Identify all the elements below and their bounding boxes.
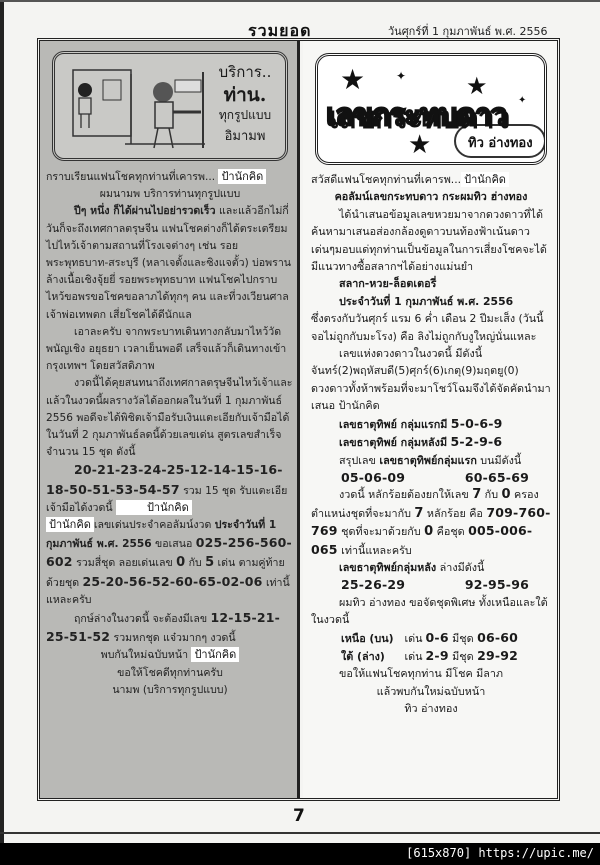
overlay-tag: ป้านักคิด: [338, 399, 380, 413]
top-sets: [311, 469, 551, 486]
number-set-note: เท่านี้แหละครับ: [46, 576, 290, 606]
paragraph: [46, 203, 294, 323]
closing-line: ขอให้โชคดีทุกท่านครับ: [117, 666, 223, 679]
overlay-tag: ป้านักคิด: [218, 169, 266, 184]
cartoon-title-line-1: บริการ..: [218, 63, 272, 81]
special-sets: 06-60: [477, 629, 519, 645]
star-icon: ★: [340, 63, 366, 96]
lucky-block: [46, 517, 294, 609]
special-intro: ผมทิว อ่างทอง ขอจัดชุดพิเศษ ทั้งเหนือและใต้ ในงวดนี้: [311, 595, 548, 627]
group-digits: 5-0-6-9: [450, 415, 503, 431]
number-block: [46, 461, 294, 517]
number-set: 92-95-96: [464, 577, 529, 593]
closing-text: พบกันใหม่ฉบับหน้า: [100, 649, 189, 662]
stars-list: จันทร์(2)พฤหัสบดี(5)ศุกร์(6)เกตุ(9)มฤตยู(0): [311, 364, 519, 378]
special-mid: มีชุด: [452, 649, 474, 663]
stars-note-text: ดวงดาวทั้งห้าพร้อมที่จะมาโชว์โฉมจึงได้จัดคัดนำมาเสนอ: [311, 381, 551, 413]
lower-group-bold: เลขธาตุทิพย์กลุ่มหลัง: [339, 560, 437, 574]
paragraph: งวดนี้ได้คุยสนทนาถึงเทศกาลตรุษจีนไหว้เจ้าและแล้วในงวดนี้ผลรางวัลได้ออกผลในวันที่ 1 กุมภาพันธ์ 2556 พอดีจะได้พิชิตเจ้ามือรับเงินแตะเอียกับเจ้ามือได้ในวันที่ 2 กุมภาพันธ์ลดนี้ด้วยเลขเด่น สูตรเลขสำเร็จ จำนวน 15 ชุด ดังนี้: [46, 377, 293, 459]
greeting-text: สวัสดีแฟนโชคทุกท่านที่เคารพ...: [311, 173, 462, 186]
author-signature: ทิว อ่างทอง: [404, 702, 458, 716]
join-word: กับ: [188, 557, 202, 570]
float-digit: 5: [205, 555, 215, 571]
page-edge: [0, 2, 4, 845]
number-set: 025-256-560-602: [46, 535, 292, 570]
number-set: 05-06-09: [341, 469, 406, 485]
star-icon: ★: [466, 72, 488, 100]
special-label: เหนือ (บน): [341, 631, 394, 645]
group-label: เลขธาตุทิพย์ กลุ่มแรกมี: [339, 417, 448, 431]
issue-date: วันศุกร์ที่ 1 กุมภาพันธ์ พ.ศ. 2556: [388, 25, 548, 38]
logo-subtitle: ทิว อ่างทอง: [468, 136, 533, 151]
cartoon-title-line-4: อิมามพ: [224, 129, 266, 144]
greeting-text: กราบเรียนแฟนโชคทุกท่านที่เคารพ...: [46, 171, 216, 183]
sparkle-icon: ✦: [518, 95, 527, 106]
section-title: สลาก-หวย-ล็อตเตอรี่: [339, 277, 437, 291]
paragraph-text: และแล้วอีกไม่กี่วันก็จะถึงเทศกาลตรุษจีน แฟนโชคต่างก็ได้ตระเตรียมไปไหว้เจ้าตามสถานที่โรงเจต่างๆ เช่น รอยพระพุทธบาท-สระบุรี (หลาเจตั้งและซิงแจตั้ว) บ่อพรานล้างเนื้อเชิงจุ้ยยี่ รอยพระพุทธบาท แฟนโชคไปกราบไหว้ขอพรขอโชคขอลาภได้ทุกๆ คน และที่วงเวียนศาลเจ้าพ่อเทพตก เสี่ยโชคได้ดีนักแล: [46, 205, 292, 321]
byline: คอลัมน์เลขกระทบดาว กระผมทิว ฮ่างทอง: [334, 190, 528, 204]
left-column: [40, 41, 300, 798]
greeting: [311, 171, 551, 188]
summary-bold: เลขธาตุทิพย์กลุ่มแรก: [379, 453, 477, 467]
pair-intro: เด่น ตามคู่ท้ายด้วยชุด: [46, 557, 285, 589]
bottom-sets: [311, 576, 551, 593]
summary-line: [311, 452, 551, 469]
set-label: คือชุด: [436, 525, 465, 539]
column-logo: [315, 53, 547, 165]
summary-prefix: สรุปเลข: [339, 453, 376, 467]
special-label: ใต้ (ล่าง): [341, 649, 385, 663]
intro-paragraph: ได้นำเสนอข้อมูลเลขหวยมาจากดวงดาวที่ได้ค้นหามาเสนอส่องกล้องดูดาวบนท้องฟ้าเน้นดาวเด่นๆมอบแด่ทุกท่านเป็นข้อมูลในการเสี่ยงโชคจะได้มีแนวทางซื้อสลากฯได้อย่างแม่นยำ: [311, 207, 547, 274]
cartoon-title-line-2: ท่าน.: [223, 84, 267, 106]
right-article: [311, 171, 551, 718]
running-head: [0, 19, 600, 39]
hundreds-digit: 0: [424, 524, 434, 540]
logo-title: เลขกระทบดาว: [326, 98, 507, 133]
group-digits: 5-2-9-6: [450, 434, 503, 450]
special-row-north: [311, 629, 551, 647]
special-digits: 2-9: [425, 647, 449, 663]
number-set-note: รวม 15 ชุด รับแตะเอียเจ้ามือได้งวดนี้: [46, 484, 288, 514]
number-set: 12-15-21-25-51-52: [46, 610, 281, 645]
lower-group-line: [311, 559, 551, 576]
offer-label: ขอเสนอ: [155, 538, 193, 551]
hundreds-paragraph: [311, 486, 551, 559]
closing-line: [46, 647, 294, 664]
hundreds-text: ครองตำแหน่งชุดที่จะมากับ: [311, 488, 539, 520]
special-lead: เด่น: [404, 631, 423, 645]
page-number: 7: [293, 806, 305, 826]
number-set: 25-26-29: [341, 577, 406, 593]
left-article: [46, 169, 294, 699]
group-label: เลขธาตุทิพย์ กลุ่มหลังมี: [339, 436, 448, 450]
stars-intro: เลขแห่งดวงดาวในงวดนี้ มีดังนี้: [339, 347, 483, 361]
lower-intro: ฤกษ์ล่างในงวดนี้ จะต้องมีเลข: [74, 613, 208, 626]
lucky-date: ประจำวันที่ 1 กุมภาพันธ์ พ.ศ. 2556: [46, 519, 277, 551]
number-set-note: รวมหกชุด แจ๋วมากๆ งวดนี้: [113, 632, 236, 645]
section-date: ประจำวันที่ 1 กุมภาพันธ์ พ.ศ. 2556: [339, 294, 514, 308]
lower-group-suffix: ล่างมีดังนี้: [439, 560, 485, 574]
bottom-rule: [0, 832, 600, 834]
hundreds-digit: 7: [472, 487, 482, 503]
number-set: 20-21-23-24-25-12-14-15-16-18-50-51-53-54-57: [46, 462, 283, 497]
number-set: 60-65-69: [464, 469, 529, 485]
cartoon-title-line-3: ทุกรูปแบบ: [218, 108, 272, 122]
group-first: [311, 415, 551, 433]
special-digits: 0-6: [425, 629, 449, 645]
number-set-note: เท่านี้แหละครับ: [341, 543, 412, 557]
hundreds-text: งวดนี้ หลักร้อยต้องยกให้เลข: [339, 488, 469, 502]
special-lead: เด่น: [404, 649, 423, 663]
lunar-note: ซึ่งตรงกับวันศุกร์ แรม 6 ค่ำ เดือน 2 ปีมะเส็ง (วันนี้จอไม่ถูกกับมะโรง) คือ ลิงไม่ถูกกับงูใหญ่นั่นแหละ: [311, 312, 544, 343]
overlay-tag: ป้านักคิด: [46, 517, 94, 532]
group-last: [311, 433, 551, 451]
lead-sentence: ปีๆ หนึ่ง ก็ได้ผ่านไปอย่ารวดเร็ว: [74, 205, 216, 218]
number-set-note: ชุดที่จะมาด้วยกับ: [341, 525, 421, 539]
watermark-link[interactable]: [615x870] https://upic.me/: [406, 846, 594, 860]
author-signature: นามพ (บริการทุกรูปแบบ): [112, 683, 228, 696]
masthead: รวมยอด: [248, 21, 312, 40]
lucky-intro: เลขเด่นประจำคอลัมน์งวด: [93, 519, 212, 532]
number-set-note: รวมสี่ชุด ลอยเด่นเลข: [76, 557, 173, 570]
float-digit: 0: [176, 555, 186, 571]
special-row-south: [311, 647, 551, 665]
overlay-tag: ป้านักคิด: [116, 500, 192, 515]
byline: ผมนามพ บริการท่านทุกรูปแบบ: [99, 188, 241, 201]
sparkle-icon: ✦: [396, 69, 407, 83]
paragraph: เอาละครับ จากพระบาทเดินทางกลับมาไหว้วัดพนัญเชิง อยุธยา เวลาเย็นพอดี เสร็จแล้วก็เดินทางเข้ากรุงเทพฯ โดยสวัสดิภาพ: [46, 325, 287, 373]
greeting: [46, 169, 294, 186]
cartoon-title: [205, 60, 285, 146]
cartoon-header: [52, 51, 288, 161]
cartoon-illustration-icon: [65, 62, 207, 152]
number-set: 709-760-769: [311, 504, 551, 539]
overlay-tag: ป้านักคิด: [191, 647, 239, 662]
hundreds-digit: 7: [414, 505, 424, 521]
star-icon: ★: [408, 130, 432, 160]
number-set: 005-006-065: [311, 523, 533, 557]
special-sets: 29-92: [477, 647, 519, 663]
watermark-bar: [0, 843, 600, 865]
join-word: กับ: [484, 488, 499, 502]
right-column: [303, 41, 557, 798]
number-set: 25-20-56-52-60-65-02-06: [82, 573, 263, 589]
stars-note: [311, 380, 551, 415]
closing-line: ขอให้แฟนโชคทุกท่าน มีโชค มีลาภ: [339, 667, 504, 681]
summary-suffix: บนมีดังนี้: [480, 453, 522, 467]
hundreds-digit: 0: [501, 487, 511, 503]
special-mid: มีชุด: [452, 631, 474, 645]
overlay-tag: ป้านักคิด: [461, 172, 509, 187]
hundreds-text: หลักร้อย คือ: [426, 506, 483, 520]
lower-block: [46, 609, 294, 647]
closing-line: แล้วพบกันใหม่ฉบับหน้า: [376, 684, 486, 698]
